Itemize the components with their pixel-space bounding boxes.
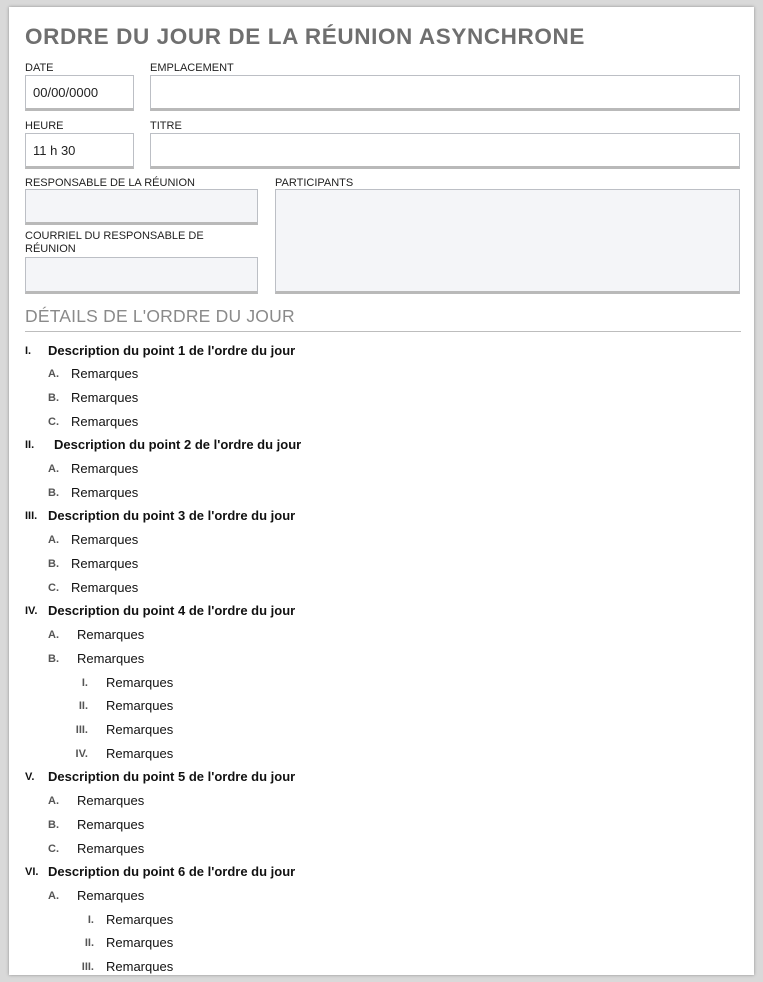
subitem-text: Remarques: [77, 841, 145, 856]
subsubitem-text: Remarques: [106, 675, 174, 690]
subitem-text: Remarques: [71, 461, 139, 476]
title-field[interactable]: [150, 133, 740, 169]
subsubitem-number: I.: [81, 677, 88, 689]
agenda-item-5: [9, 768, 754, 786]
agenda-subitem: [9, 365, 754, 383]
subitem-text: Remarques: [77, 817, 145, 832]
leader-email-label: [25, 230, 204, 256]
agenda-item-description: Description du point 2 de l'ordre du jour: [54, 437, 302, 452]
subitem-number: B.: [48, 653, 59, 665]
subsubitem-number: III.: [75, 724, 88, 736]
subitem-number: A.: [48, 463, 59, 475]
agenda-subitem: [9, 531, 754, 549]
subitem-number: B.: [48, 392, 59, 404]
subsubitem-text: Remarques: [106, 912, 174, 927]
agenda-item-6: [9, 863, 754, 881]
agenda-item-description: Description du point 1 de l'ordre du jour: [48, 343, 296, 358]
agenda-item-1: [9, 342, 754, 360]
agenda-item-number: V.: [25, 771, 35, 783]
subitem-number: B.: [48, 487, 59, 499]
agenda-subitem: [9, 626, 754, 644]
subitem-number: B.: [48, 558, 59, 570]
subsubitem-text: Remarques: [106, 935, 174, 950]
agenda-subitem: [9, 887, 754, 905]
location-label: EMPLACEMENT: [150, 62, 234, 74]
subsubitem-text: Remarques: [106, 722, 174, 737]
agenda-subitem: [9, 792, 754, 810]
agenda-subsubitem: [9, 697, 754, 715]
agenda-subitem: [9, 816, 754, 834]
subsubitem-text: Remarques: [106, 746, 174, 761]
agenda-item-description: Description du point 6 de l'ordre du jour: [48, 864, 296, 879]
agenda-item-number: VI.: [25, 866, 39, 878]
date-value: 00/00/0000: [33, 84, 99, 100]
subsubitem-text: Remarques: [106, 698, 174, 713]
subitem-number: A.: [48, 534, 59, 546]
subitem-text: Remarques: [77, 888, 145, 903]
page-title: ORDRE DU JOUR DE LA RÉUNION ASYNCHRONE: [25, 24, 585, 49]
subitem-number: A.: [48, 368, 59, 380]
subsubitem-number: IV.: [75, 748, 88, 760]
agenda-subitem: [9, 650, 754, 668]
subitem-text: Remarques: [71, 414, 139, 429]
agenda-item-description: Description du point 5 de l'ordre du jour: [48, 769, 296, 784]
subitem-text: Remarques: [71, 366, 139, 381]
subitem-number: C.: [48, 582, 59, 594]
subitem-number: A.: [48, 795, 59, 807]
leader-email-label-line2: RÉUNION: [25, 243, 76, 255]
subitem-text: Remarques: [77, 793, 145, 808]
agenda-item-4: [9, 602, 754, 620]
agenda-item-number: II.: [25, 439, 35, 451]
date-label: DATE: [25, 62, 54, 74]
subitem-text: Remarques: [71, 532, 139, 547]
participants-label: PARTICIPANTS: [275, 177, 354, 189]
subitem-number: C.: [48, 843, 59, 855]
time-value: 11 h 30: [33, 142, 76, 158]
agenda-item-description: Description du point 4 de l'ordre du jour: [48, 603, 296, 618]
subsubitem-number: I.: [87, 914, 94, 926]
agenda-subsubitem: [9, 721, 754, 739]
agenda-subsubitem: [9, 911, 754, 929]
subsubitem-number: II.: [78, 700, 88, 712]
date-field[interactable]: [25, 75, 134, 111]
agenda-item-2: [9, 436, 754, 454]
subitem-number: A.: [48, 890, 59, 902]
leader-field[interactable]: [25, 189, 258, 225]
subitem-number: B.: [48, 819, 59, 831]
subitem-number: C.: [48, 416, 59, 428]
participants-field[interactable]: [275, 189, 740, 294]
agenda-subitem: [9, 413, 754, 431]
time-field[interactable]: [25, 133, 134, 169]
subitem-text: Remarques: [71, 485, 139, 500]
subsubitem-number: III.: [81, 961, 94, 973]
agenda-subsubitem: [9, 674, 754, 692]
document-page: [9, 7, 754, 975]
subitem-text: Remarques: [71, 390, 139, 405]
agenda-subitem: [9, 555, 754, 573]
subitem-text: Remarques: [77, 651, 145, 666]
agenda-subitem: [9, 840, 754, 858]
time-label: HEURE: [25, 120, 64, 132]
agenda-item-number: III.: [25, 510, 38, 522]
subsubitem-number: II.: [84, 937, 94, 949]
agenda-subitem: [9, 389, 754, 407]
subsubitem-text: Remarques: [106, 959, 174, 974]
subitem-text: Remarques: [71, 580, 139, 595]
agenda-item-number: IV.: [25, 605, 38, 617]
agenda-item-number: I.: [25, 345, 32, 357]
section-heading: DÉTAILS DE L'ORDRE DU JOUR: [25, 306, 741, 332]
agenda-item-description: Description du point 3 de l'ordre du jour: [48, 508, 296, 523]
subitem-number: A.: [48, 629, 59, 641]
leader-label: RESPONSABLE DE LA RÉUNION: [25, 177, 195, 189]
agenda-subsubitem: [9, 934, 754, 952]
subitem-text: Remarques: [77, 627, 145, 642]
title-label: TITRE: [150, 120, 182, 132]
agenda-subsubitem: [9, 958, 754, 975]
location-field[interactable]: [150, 75, 740, 111]
agenda-subitem: [9, 579, 754, 597]
agenda-subitem: [9, 460, 754, 478]
agenda-subsubitem: [9, 745, 754, 763]
leader-email-field[interactable]: [25, 257, 258, 294]
agenda-subitem: [9, 484, 754, 502]
agenda-item-3: [9, 507, 754, 525]
subitem-text: Remarques: [71, 556, 139, 571]
leader-email-label-line1: COURRIEL DU RESPONSABLE DE: [25, 230, 204, 242]
